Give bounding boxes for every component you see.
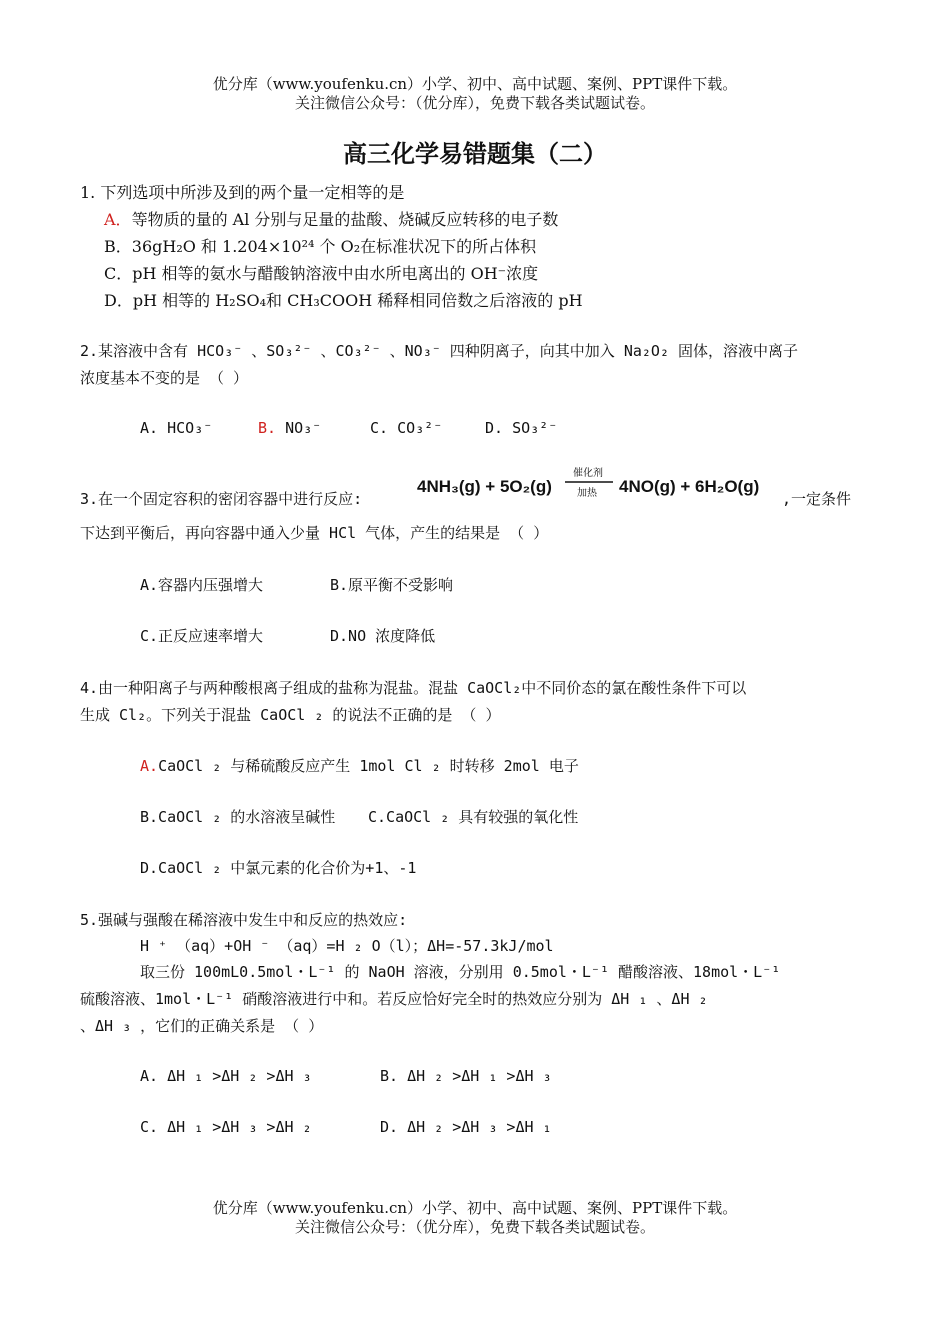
q3-option-b: B.原平衡不受影响	[330, 576, 454, 594]
q2-line-1: 2.某溶液中含有 HCO₃⁻ 、SO₃²⁻ 、CO₃²⁻ 、NO₃⁻ 四种阴离子，向其中加入 Na₂O₂ 固体，溶液中离子	[80, 342, 799, 360]
q3-option-a: A.容器内压强增大	[140, 576, 264, 594]
q2-option-c: C. CO₃²⁻	[370, 419, 443, 437]
reaction-equation-graphic	[413, 464, 778, 506]
footer-line-2: 关注微信公众号：（优分库），免费下载各类试题试卷。	[294, 1218, 655, 1236]
q5-line-4: 硫酸溶液、1mol・L⁻¹ 硝酸溶液进行中和。若反应恰好完全时的热效应分别为 ΔH ₁ 、ΔH ₂	[80, 990, 708, 1008]
q2-line-2: 浓度基本不变的是 （ ）	[80, 369, 249, 387]
q4-option-a-text: CaOCl ₂ 与稀硫酸反应产生 1mol Cl ₂ 时转移 2mol 电子	[158, 757, 579, 775]
q4-option-a	[140, 755, 579, 776]
q2-option-a: A. HCO₃⁻	[140, 419, 213, 437]
q1-option-a	[104, 207, 558, 230]
header-line-1: 优分库（www.youfenku.cn）小学、初中、高中试题、案例、PPT课件下载。	[212, 75, 738, 93]
q3-line-2: 下达到平衡后，再向容器中通入少量 HCl 气体，产生的结果是 （ ）	[80, 524, 549, 542]
q4-line-1: 4.由一种阳离子与两种酸根离子组成的盐称为混盐。混盐 CaOCl₂中不同价态的氯在酸性条件下可以	[80, 679, 747, 697]
q3-line-1: 3.在一个固定容积的密闭容器中进行反应:	[80, 490, 363, 508]
q5-option-d: D. ΔH ₂ >ΔH ₃ >ΔH ₁	[380, 1118, 552, 1136]
header-line-2: 关注微信公众号：（优分库），免费下载各类试题试卷。	[294, 94, 655, 112]
q1-option-b: B．36gH₂O 和 1.204×10²⁴ 个 O₂在标准状况下的所占体积	[104, 237, 537, 256]
equation-reactants: 4NH₃(g) + 5O₂(g)	[417, 477, 552, 496]
q2-option-b-text: NO₃⁻	[276, 419, 322, 437]
q4-option-d: D.CaOCl ₂ 中氯元素的化合价为+1、-1	[140, 859, 417, 877]
q4-option-b: B.CaOCl ₂ 的水溶液呈碱性	[140, 808, 336, 826]
q3-line-1-tail: ,一定条件	[782, 490, 852, 508]
q5-option-a: A. ΔH ₁ >ΔH ₂ >ΔH ₃	[140, 1067, 312, 1085]
q1-option-c: C．pH 相等的氨水与醋酸钠溶液中由水所电离出的 OH⁻浓度	[104, 264, 539, 283]
q1-stem: 1. 下列选项中所涉及到的两个量一定相等的是	[80, 183, 405, 202]
q1-option-a-text: 等物质的量的 Al 分别与足量的盐酸、烧碱反应转移的电子数	[131, 210, 559, 229]
q2-option-b-letter: B.	[258, 419, 277, 437]
q2-option-d: D. SO₃²⁻	[485, 419, 558, 437]
q2-option-b	[258, 419, 321, 437]
q5-line-5: 、ΔH ₃ ，它们的正确关系是 （ ）	[80, 1017, 324, 1035]
page-title: 高三化学易错题集（二）	[343, 139, 607, 168]
equation-products: 4NO(g) + 6H₂O(g)	[619, 477, 760, 496]
q3-option-d: D.NO 浓度降低	[330, 627, 436, 645]
reaction-equation	[413, 464, 778, 506]
q1-option-d: D．pH 相等的 H₂SO₄和 CH₃COOH 稀释相同倍数之后溶液的 pH	[104, 291, 583, 310]
q5-line-3: 取三份 100mL0.5mol・L⁻¹ 的 NaOH 溶液，分别用 0.5mol・L⁻¹ 醋酸溶液、18mol・L⁻¹	[140, 963, 781, 981]
q4-line-2: 生成 Cl₂。下列关于混盐 CaOCl ₂ 的说法不正确的是 （ ）	[80, 706, 501, 724]
q4-option-c: C.CaOCl ₂ 具有较强的氧化性	[368, 808, 579, 826]
q5-option-c: C. ΔH ₁ >ΔH ₃ >ΔH ₂	[140, 1118, 312, 1136]
q3-option-c: C.正反应速率增大	[140, 627, 264, 645]
footer-line-1: 优分库（www.youfenku.cn）小学、初中、高中试题、案例、PPT课件下载。	[212, 1199, 738, 1217]
equation-catalyst: 催化剂	[573, 468, 603, 479]
equation-heat: 加热	[577, 488, 597, 499]
q5-line-1: 5.强碱与强酸在稀溶液中发生中和反应的热效应:	[80, 911, 408, 929]
q1-option-a-letter: A．	[104, 210, 132, 229]
q5-option-b: B. ΔH ₂ >ΔH ₁ >ΔH ₃	[380, 1067, 552, 1085]
q5-line-2: H ⁺ （aq）+OH ⁻ （aq）=H ₂ O（l）；ΔH=-57.3kJ/mol	[140, 937, 554, 955]
q4-option-a-letter: A.	[140, 757, 159, 775]
